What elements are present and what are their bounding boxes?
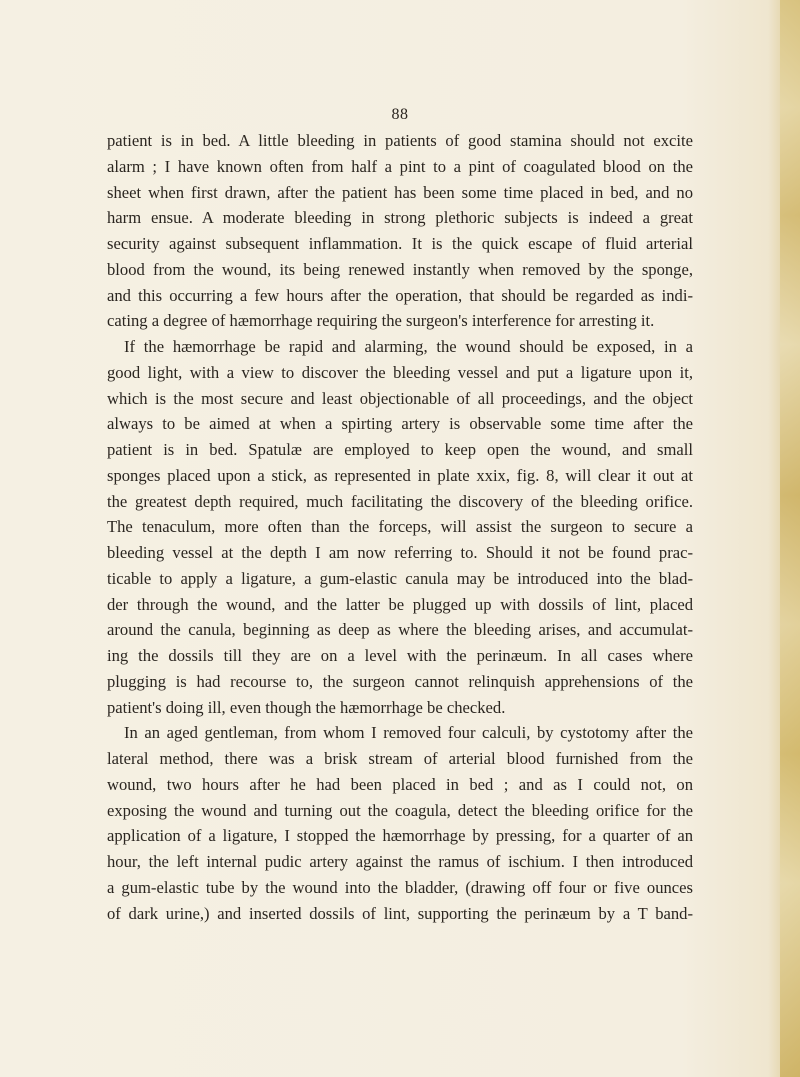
text-line: blood from the wound, its being renewed instantly when removed by the sponge, xyxy=(107,259,693,279)
text-line: plugging is had recourse to, the surgeon cannot relinquish apprehensions of the xyxy=(107,671,693,691)
text-line: sheet when first drawn, after the patient has been some time placed in bed, and no xyxy=(107,182,693,202)
text-line: The tenaculum, more often than the forceps, will assist the surgeon to secure a xyxy=(107,517,693,537)
text-line: alarm ; I have known often from half a pint to a pint of coagulated blood on the xyxy=(107,156,693,176)
text-line: sponges placed upon a stick, as represented in plate xxix, fig. 8, will clear it out at xyxy=(107,465,693,485)
text-line: the greatest depth required, much facilitating the discovery of the bleeding orifice. xyxy=(107,491,693,511)
text-line: always to be aimed at when a spirting artery is observable some time after the xyxy=(107,414,693,434)
text-line: cating a degree of hæmorrhage requiring the surgeon's interference for arresting it. xyxy=(107,311,655,331)
text-line: ticable to apply a ligature, a gum-elastic canula may be introduced into the blad- xyxy=(107,568,693,588)
text-line: lateral method, there was a brisk stream of arterial blood furnished from the xyxy=(107,749,693,768)
text-line: If the hæmorrhage be rapid and alarming, the wound should be exposed, in a xyxy=(124,337,693,356)
text-line: application of a ligature, I stopped the hæmorrhage by pressing, for a quarter of an xyxy=(107,826,693,846)
text-line: In an aged gentleman, from whom I removed four calculi, by cystotomy after the xyxy=(124,723,693,743)
text-line: patient is in bed. A little bleeding in patients of good stamina should not excite xyxy=(107,131,693,150)
text-line: hour, the left internal pudic artery against the ramus of ischium. I then introduced xyxy=(107,852,693,871)
body-text xyxy=(107,128,693,926)
text-line: bleeding vessel at the depth I am now referring to. Should it not be found prac- xyxy=(107,543,693,562)
text-line: der through the wound, and the latter be plugged up with dossils of lint, placed xyxy=(107,594,693,614)
text-line: and this occurring a few hours after the operation, that should be regarded as indi- xyxy=(107,285,693,305)
text-line: good light, with a view to discover the bleeding vessel and put a ligature upon it, xyxy=(107,362,693,382)
text-line: patient is in bed. Spatulæ are employed to keep open the wound, and small xyxy=(107,440,693,459)
page-edge-stain xyxy=(780,0,800,1077)
text-line: security against subsequent inflammation. It is the quick escape of fluid arterial xyxy=(107,234,693,253)
text-line: a gum-elastic tube by the wound into the bladder, (drawing off four or five ounces xyxy=(107,877,693,897)
text-line: harm ensue. A moderate bleeding in strong plethoric subjects is indeed a great xyxy=(107,208,693,228)
text-line: which is the most secure and least objectionable of all proceedings, and the object xyxy=(107,388,693,408)
text-line: wound, two hours after he had been placed in bed ; and as I could not, on xyxy=(107,774,693,794)
page-number: 88 xyxy=(391,106,409,123)
text-line: ing the dossils till they are on a level with the perinæum. In all cases where xyxy=(107,646,693,665)
text-line: around the canula, beginning as deep as where the bleeding arises, and accumulat- xyxy=(107,620,693,640)
text-line: exposing the wound and turning out the coagula, detect the bleeding orifice for the xyxy=(107,800,693,820)
text-line: of dark urine,) and inserted dossils of lint, supporting the perinæum by a T band- xyxy=(107,903,693,923)
text-line: patient's doing ill, even though the hæmorrhage be checked. xyxy=(107,697,506,717)
